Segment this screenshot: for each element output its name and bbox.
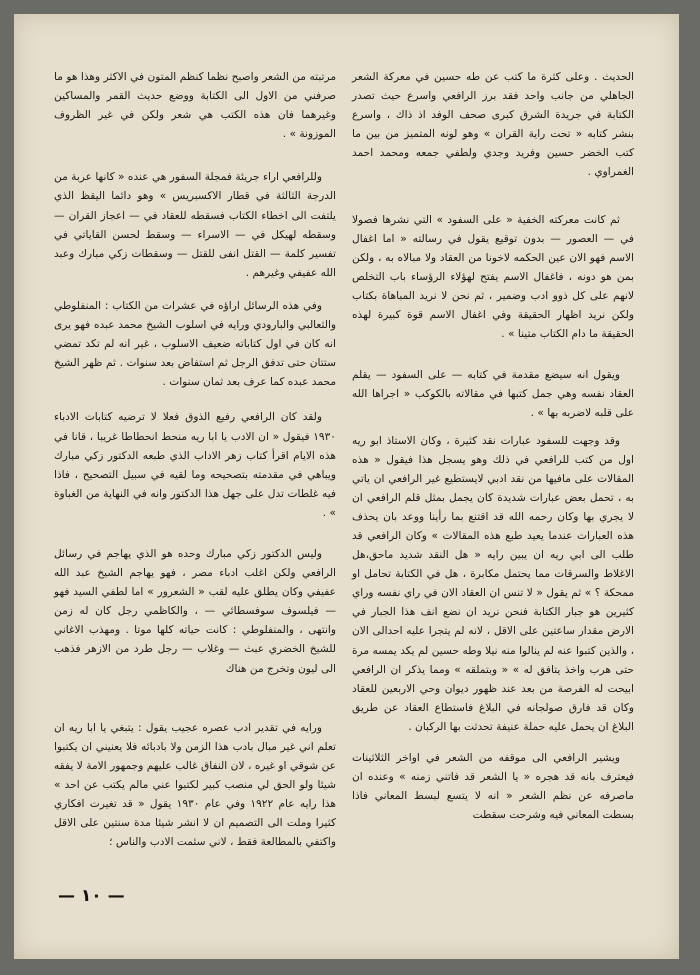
paragraph: ولقد كان الرافعي رفيع الذوق فعلا لا ترضيه كتابات الادباء ١٩٣٠ فيقول « ان الادب يا ابا ريه منحط انحطاطا غريبا ، قانا في هذه الايام اقرأ كتاب زهر الاداب الذي طبعه الدكتور زكي مبارك ويباهي في مقدمته بتصحيحه وما لقيه في سبيل التصحيح ، فاذا فيه غلطات تدل على جهل هذا الدكتور وانه في النهاية من الغباوة » . <box>54 411 336 519</box>
paragraph: الحديث . وعلى كثرة ما كتب عن طه حسين في معركة الشعر الجاهلي من جانب واحد فقد برز الرافعي واسرع حيث تصدر الكتابة في جريدة الشرق كبرى صحف الوفد اذ ذاك ، واسرع بنشر كتابه « تحت راية القران » وهو لونه المتميز من بين ما كتب الخضر حسين وفريد وجدي ولطفي جمعه ومحمد احمد الغمراوي . <box>352 71 634 179</box>
paragraph: وفي هذه الرسائل اراؤه في عشرات من الكتاب : المنفلوطي والثعالبي والبارودي ورايه في اسلوب الشيخ محمد عبده فهو يرى انه كان في اول كتاباته ضعيف الاسلوب ، غير انه لم تكد تمضي ستتان حتى تدفق الرجل ثم استفاض بعد سنوات . ثم ظهر الشيخ محمد عبده كما عرف بعد ثمان سنوات . <box>54 299 336 389</box>
paragraph: ثم كانت معركته الخفية « على السفود » التي نشرها فصولا في — العصور — بدون توقيع يقول في رسالته « اما اغفال الاسم فهو الان عين الحكمه لاخونا من العقاد ولا مبالاه به ، ولكن بمن هو دونه ، فاغفال الاسم يفتح لهؤلاء الرؤساء باب التخلص لانهم على كل ذوو ادب وضمير ، ثم نحن لا نريد المباهاة بكتاب ولكن نريد اظهار الحقيقة وفي اغفال الاسم قوة كبيرة لهذه الحقيقة ما دام الكتاب متينا » . <box>352 213 634 341</box>
paragraph: وليس الدكتور زكي مبارك وحده هو الذي يهاجم في رسائل الرافعي ولكن اغلب ادباء مصر ، فهو يهاجم الشيخ عبد الله عفيفي وكان يطلق عليه لقب « الشعرور » اما لطفي السيد فهو — فيلسوف سوفسطائي — ، والكاظمي رجل كان له زمن وانتهى ، والمنفلوطي : كانت حياته كلها موتا . ومهذب الاغاني للشيخ الخضري عبث — وغلاب — رجل طرد من الازهر فذهب الى ليون وتخرج من هناك <box>54 547 336 675</box>
paragraph: مرتبته من الشعر واصبح نظما كنظم المتون في الاكثر وهذا هو ما صرفني من الاول الى الكتابة ووضع حديث القمر والمساكين وغيرهما فان هذه الكتب هي شعر ولكن في غير الظروف الموزونة » . <box>54 71 336 141</box>
right-text-column <box>352 68 634 845</box>
paragraph: ويقول انه سيضع مقدمة في كتابه — على السفود — يقلم العقاد نفسه وهي جمل كتبها في مقالاته بالكوكب « اجراها الله على قلبه لاضربه بها » . <box>352 369 634 420</box>
magazine-page <box>14 14 679 959</box>
paragraph: ورايه في تقدير ادب عصره عجيب يقول : يتبغي يا ابا ريه ان تعلم اني غير مبال بادب هذا الزمن ولا بادبائه فلا يعنيني ان يكتبوا عن شوقي او غيره ، لان النفاق غالب عليهم وجمهور الامة لا يفقه شيئا ولو الحق لي منصب كبير لكتبوا عني مالم يكتب عن احد » هذا رايه عام ١٩٢٢ وفي عام ١٩٣٠ يقول « قد تغيرت افكاري كثيرا وملت الى التصميم ان لا انشر شيئا مدة سنتين على الاقل واكتفي بالمطالعة فقط ، لاني سئمت الادب والناس ؛ <box>54 721 336 849</box>
page-number: — ١٠ — <box>58 886 125 906</box>
left-text-column <box>54 68 336 872</box>
paragraph: ويشير الرافعي الى موقفه من الشعر في اواخر الثلاثينات فيعترف بانه قد هجره « يا الشعر قد فاتني زمنه » وعنده ان ماصرفه عن نظم الشعر « انه لا يتسع لبسط المعاني فاذا بسطت المعاني فيه وشرحت سقطت <box>352 752 634 822</box>
paragraph: وقد وجهت للسفود عبارات نقد كثيرة ، وكان الاستاذ ابو ريه اول من كتب للرافعي في ذلك وهو يسجل هذا فيقول « هذه المقالات على مافيها من نقد ادبي لايستطيع غير الرافعي ان ياتي به ، تحمل بعض عبارات شديدة كان يجمل بمثل قلم الرافعي ان لا يجري بها وكان رحمه الله قد اقتنع بما رأينا ووعد بان يحذف هذه العبارات عندما يعيد طبع هذه المقالات » وكان الرافعي قد طلب الى ابي ريه ان يبين رايه « هل النقد شديد ماحق،هل الاغلاط والسرقات مما يحتمل مكابرة ، هل في الكتابة تحامل او ممحكة ؟ » ثم يقول « لا تنس ان العقاد الان في راي نفسه وراي كثيرين هو جبار الكتابة فنحن نريد ان نضع انف هذا الجبار في الارض مقدار ساعتين على الاقل ، لانه لم يتجرا عليه احدالى الان ، والذين كتبوا عنه لم ينالوا منه نيلا وطه حسين لم يكد يمسه مرة حتى هرب واخذ يتافق له » « وبتملقه » ومما يذكر ان الرافعي ابيحت له الفرصة من بعد عند ظهور ديوان وحي الاربعين للعقاد وكان قد فارق صولجانه في البلاغ فاستطاع العقاد عن طريق البلاغ ان يحمل عليه حملة عنيفة تحدثت بها الركبان . <box>352 434 634 733</box>
paragraph: وللرافعي اراء جريئة فمجلة السفور هي عنده « كانها عربة من الدرجة الثالثة في قطار الاكسبريس » وهو دائما اليقظ الذي يلتفت الى اخطاء الكتاب فسقطه للعقاد في — اعجاز القران — وسقطه لهيكل في — الاسراء — وسقط لحسن القاياتي في تفسير كلمة — القتل انفى للقتل — وسقطات زكي مبارك وعبد الله عفيفي وغيرهم . <box>54 171 336 279</box>
